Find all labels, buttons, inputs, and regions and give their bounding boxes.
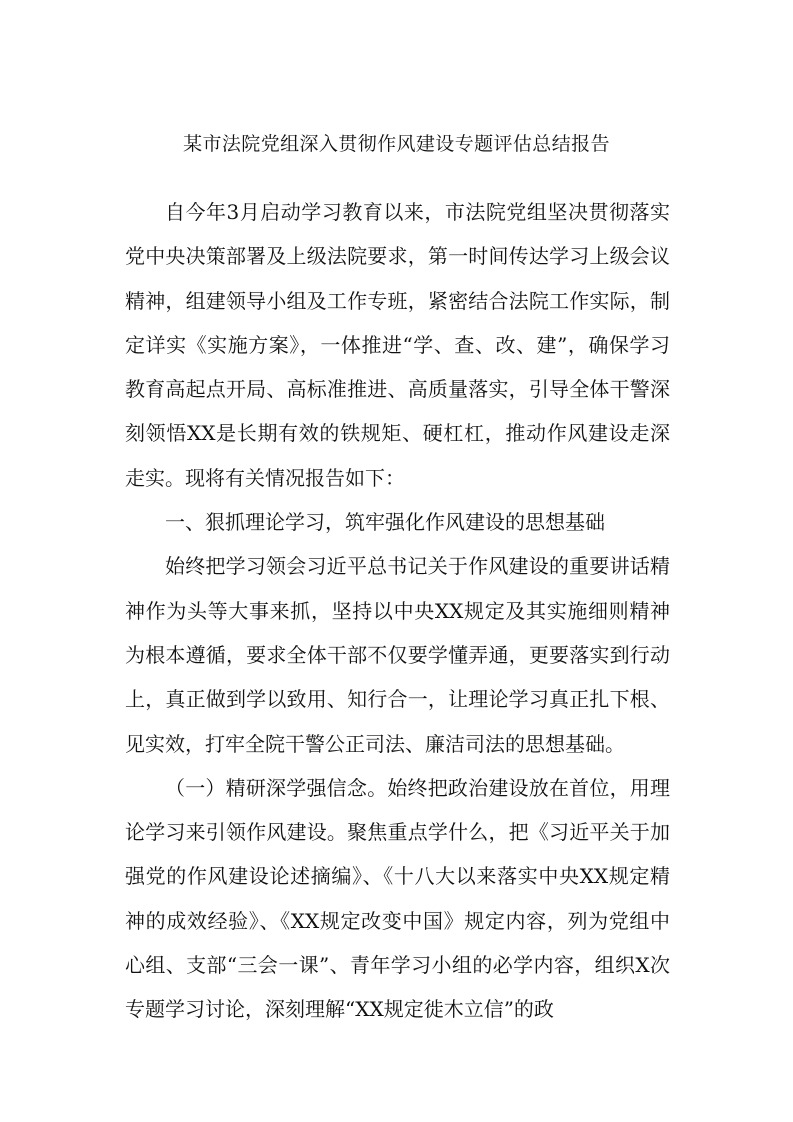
subsection-1-paragraph: （一）精研深学强信念。始终把政治建设放在首位，用理论学习来引领作风建设。聚焦重点学什么，把《习近平关于加强党的作风建设论述摘编》、《十八大以来落实中央XX规定精神的成效经验》、《XX规定改变中国》规定内容，列为党组中心组、支部“三会一课”、青年学习小组的必学内容，组织X次专题学习讨论，深刻理解“XX规定徙木立信”的政	[125, 775, 670, 1022]
intro-paragraph: 自今年3月启动学习教育以来，市法院党组坚决贯彻落实党中央决策部署及上级法院要求，第一时间传达学习上级会议精神，组建领导小组及工作专班，紧密结合法院工作实际，制定详实《实施方案》，一体推进“学、查、改、建”，确保学习教育高起点开局、高标准推进、高质量落实，引导全体干警深刻领悟XX是长期有效的铁规矩、硬杠杠，推动作风建设走深走实。现将有关情况报告如下：	[125, 200, 670, 490]
document-body	[125, 190, 670, 1032]
document-title: 某市法院党组深入贯彻作风建设专题评估总结报告	[183, 133, 610, 155]
section-1-paragraph: 始终把学习领会习近平总书记关于作风建设的重要讲话精神作为头等大事来抓，坚持以中央XX规定及其实施细则精神为根本遵循，要求全体干部不仅要学懂弄通，更要落实到行动上，真正做到学以致用、知行合一，让理论学习真正扎下根、见实效，打牢全院干警公正司法、廉洁司法的思想基础。	[125, 554, 670, 756]
section-heading-1: 一、狠抓理论学习，筑牢强化作风建设的思想基础	[165, 510, 605, 535]
